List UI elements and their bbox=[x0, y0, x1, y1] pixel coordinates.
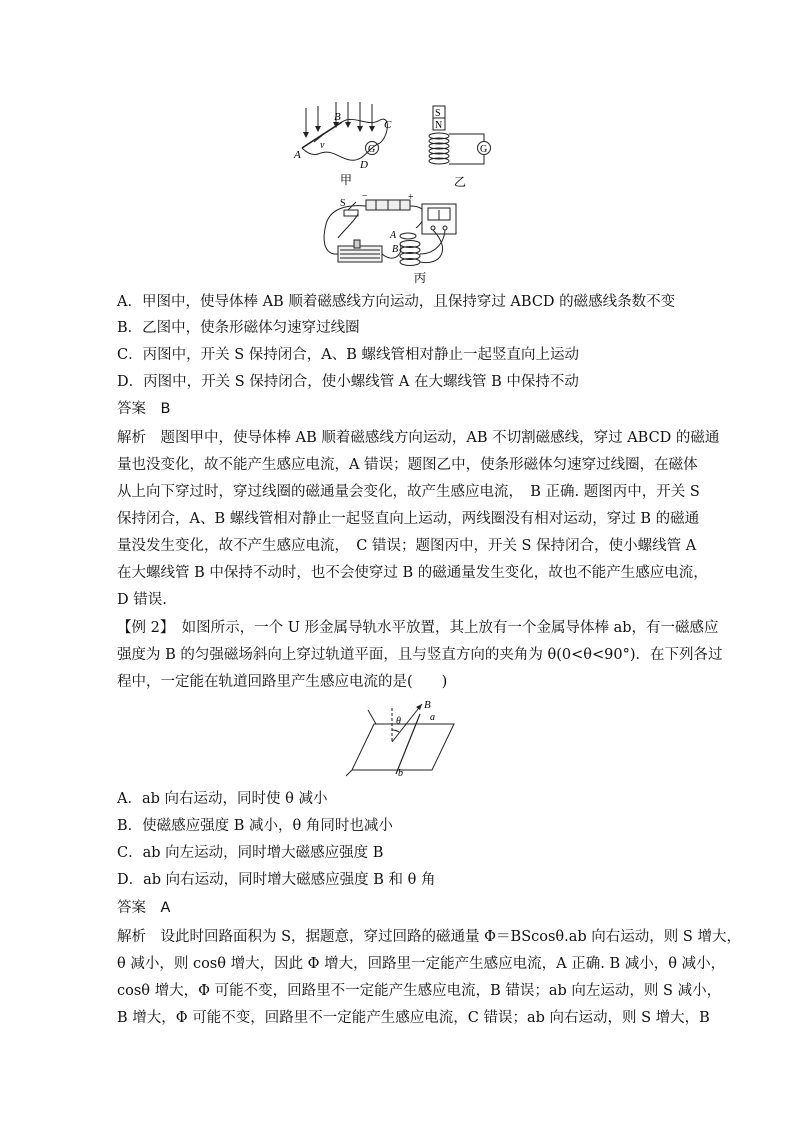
ex2-stem-line: 【例 2】 如图所示，一个 U 形金属导轨水平放置，其上放有一个金属导体棒 ab，有一磁感应 bbox=[117, 620, 719, 636]
fig1-label-G-jia: G bbox=[368, 144, 376, 155]
caption-bing: 丙 bbox=[414, 271, 427, 285]
fig2-label-a: a bbox=[430, 712, 435, 723]
fig2-label-theta: θ bbox=[396, 716, 401, 727]
q1-answer: 答案 B bbox=[117, 401, 171, 417]
fig1-label-A: A bbox=[294, 149, 301, 161]
q1-option-c: C．丙图中，开关 S 保持闭合，A、B 螺线管相对静止一起竖直向上运动 bbox=[117, 347, 579, 363]
q1-analysis-line: 解析 题图甲中，使导体棒 AB 顺着磁感线方向运动，AB 不切割磁感线，穿过 ABCD 的磁通 bbox=[117, 430, 720, 446]
figure-yi bbox=[424, 104, 504, 192]
figure-jia bbox=[288, 100, 408, 192]
figure-bing-diagram bbox=[304, 194, 476, 286]
fig1-label-B-bing: B bbox=[392, 244, 399, 255]
q1-analysis-line: 量没发生变化，故不产生感应电流， C 错误；题图丙中，开关 S 保持闭合，使小螺线管 A bbox=[117, 538, 697, 554]
fig2-label-b: b bbox=[398, 768, 403, 778]
q1-option-d: D．丙图中，开关 S 保持闭合，使小螺线管 A 在大螺线管 B 中保持不动 bbox=[117, 374, 579, 390]
figure-bing bbox=[304, 194, 476, 286]
q2-option-d: D．ab 向右运动，同时增大磁感应强度 B 和 θ 角 bbox=[117, 872, 436, 888]
ex2-stem-line: 强度为 B 的匀强磁场斜向上穿过轨道平面，且与竖直方向的夹角为 θ(0<θ<90°)．在下列各过 bbox=[117, 647, 723, 663]
ex2-stem-line: 程中，一定能在轨道回路里产生感应电流的是( ) bbox=[117, 674, 448, 690]
q1-analysis-line: 从上向下穿过时，穿过线圈的磁通量会变化，故产生感应电流， B 正确. 题图丙中，开关 S bbox=[117, 484, 700, 500]
fig1-label-S-bing: S bbox=[340, 198, 346, 209]
q2-option-a: A．ab 向右运动，同时使 θ 减小 bbox=[117, 791, 328, 807]
fig1-label-v: v bbox=[320, 140, 325, 151]
q2-option-c: C．ab 向左运动，同时增大磁感应强度 B bbox=[117, 845, 384, 861]
q2-analysis-line: 解析 设此时回路面积为 S，据题意，穿过回路的磁通量 Φ＝BScosθ.ab 向右运动，则 S 增大， bbox=[117, 929, 741, 945]
q2-analysis-line: cosθ 增大，Φ 可能不变，回路里不一定能产生感应电流，B 错误；ab 向左运动，则 S 减小， bbox=[117, 983, 722, 999]
figure-yi-diagram bbox=[424, 104, 504, 192]
fig1-label-plus: + bbox=[408, 194, 414, 203]
fig1-label-D: D bbox=[360, 159, 368, 171]
q1-analysis-line: 保持闭合，A、B 螺线管相对静止一起竖直向上运动，两线圈没有相对运动，穿过 B 的磁通 bbox=[117, 511, 700, 527]
fig1-label-A-bing: A bbox=[390, 230, 397, 241]
q2-option-b: B．使磁感应强度 B 减小，θ 角同时也减小 bbox=[117, 818, 393, 834]
caption-jia: 甲 bbox=[340, 173, 353, 187]
fig1-label-N: N bbox=[435, 120, 443, 131]
fig1-label-B: B bbox=[334, 111, 341, 123]
fig1-label-G-yi: G bbox=[480, 144, 488, 155]
q1-analysis-line: 在大螺线管 B 中保持不动时，也不会使穿过 B 的磁通量发生变化，故也不能产生感应电流， bbox=[117, 565, 708, 581]
q1-option-a: A．甲图中，使导体棒 AB 顺着磁感线方向运动，且保持穿过 ABCD 的磁感线条数不变 bbox=[117, 294, 676, 310]
fig1-label-S: S bbox=[435, 108, 441, 119]
figure-rail bbox=[346, 700, 456, 778]
fig1-label-C: C bbox=[384, 119, 392, 131]
q2-analysis-line: θ 减小，则 cosθ 增大，因此 Φ 增大，回路里一定能产生感应电流，A 正确. B 减小，θ 减小， bbox=[117, 956, 726, 972]
q2-analysis-line: B 增大，Φ 可能不变，回路里不一定能产生感应电流，C 错误；ab 向右运动，则 S 增大，B bbox=[117, 1010, 710, 1026]
figure-rail-diagram bbox=[346, 700, 456, 778]
q1-option-b: B．乙图中，使条形磁体匀速穿过线圈 bbox=[117, 320, 360, 336]
q1-analysis-line: D 错误. bbox=[117, 592, 167, 608]
fig2-label-B: B bbox=[424, 700, 431, 711]
q1-analysis-line: 量也没变化，故不能产生感应电流，A 错误；题图乙中，使条形磁体匀速穿过线圈，在磁体 bbox=[117, 457, 698, 473]
caption-yi: 乙 bbox=[454, 175, 467, 189]
fig1-label-minus: − bbox=[362, 194, 368, 202]
q2-answer: 答案 A bbox=[117, 900, 171, 916]
figure-jia-diagram bbox=[288, 100, 408, 192]
